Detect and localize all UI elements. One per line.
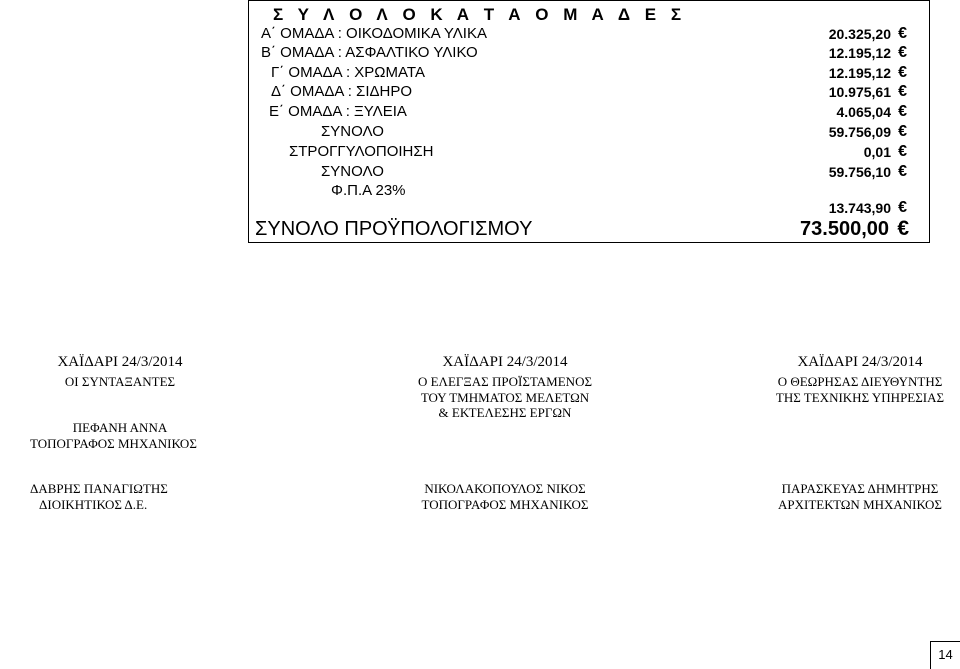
- row-label: Α΄ ΟΜΑΔΑ : ΟΙΚΟΔΟΜΙΚΑ ΥΛΙΚΑ: [261, 25, 487, 42]
- row-label: Β΄ ΟΜΑΔΑ : ΑΣΦΑΛΤΙΚΟ ΥΛΙΚΟ: [261, 44, 478, 61]
- summary-row: [249, 102, 929, 122]
- row-value: 0,01: [863, 144, 891, 160]
- row-value: 13.743,90: [828, 200, 891, 216]
- euro-icon: €: [898, 163, 907, 180]
- row-label: Φ.Π.Α 23%: [331, 182, 406, 199]
- row-value: 4.065,04: [836, 104, 891, 120]
- sig-date: ΧΑΪΔΑΡΙ 24/3/2014: [797, 354, 923, 370]
- summary-row-vat-value: [249, 198, 929, 218]
- summary-row: [249, 24, 929, 44]
- euro-icon: €: [898, 199, 907, 216]
- sig-name: ΝΙΚΟΛΑΚΟΠΟΥΛΟΣ ΝΙΚΟΣ: [424, 481, 586, 496]
- sig-name: ΠΕΦΑΝΗ ΑΝΝΑ: [72, 420, 168, 435]
- row-value: 20.325,20: [828, 26, 891, 42]
- sig-title: ΤΟΠΟΓΡΑΦΟΣ ΜΗΧΑΝΙΚΟΣ: [421, 497, 589, 512]
- row-label: ΣΥΝΟΛΟ: [321, 123, 384, 140]
- summary-row: [249, 142, 929, 162]
- row-label: Γ΄ ΟΜΑΔΑ : ΧΡΩΜΑΤΑ: [271, 64, 425, 81]
- euro-icon: €: [898, 44, 907, 61]
- row-value: 59.756,09: [828, 124, 891, 140]
- sig-date: ΧΑΪΔΑΡΙ 24/3/2014: [57, 354, 183, 370]
- row-value: 59.756,10: [828, 164, 891, 180]
- summary-row: [249, 82, 929, 102]
- sig-date: ΧΑΪΔΑΡΙ 24/3/2014: [442, 354, 568, 370]
- row-label: ΣΤΡΟΓΓΥΛΟΠΟΙΗΣΗ: [289, 143, 434, 160]
- euro-icon: €: [898, 123, 907, 140]
- row-label: Ε΄ ΟΜΑΔΑ : ΞΥΛΕΙΑ: [269, 103, 407, 120]
- summary-title: Σ Υ Λ Ο Λ Ο Κ Α Τ Α Ο Μ Α Δ Ε Σ: [273, 5, 687, 24]
- row-label: Δ΄ ΟΜΑΔΑ : ΣΙΔΗΡΟ: [271, 83, 413, 100]
- row-value: 12.195,12: [828, 45, 891, 61]
- sig-role: & ΕΚΤΕΛΕΣΗΣ ΕΡΓΩΝ: [438, 405, 572, 420]
- euro-icon: €: [898, 143, 907, 160]
- sig-title: ΤΟΠΟΓΡΑΦΟΣ ΜΗΧΑΝΙΚΟΣ: [30, 436, 197, 451]
- page-number: 14: [930, 641, 960, 669]
- summary-row: [249, 162, 929, 182]
- summary-row: [249, 122, 929, 142]
- euro-icon: €: [898, 103, 907, 120]
- grand-total-label: ΣΥΝΟΛΟ ΠΡΟΫΠΟΛΟΓΙΣΜΟΥ: [255, 218, 533, 240]
- grand-total-value: 73.500,00: [800, 218, 889, 240]
- row-value: 10.975,61: [828, 84, 891, 100]
- sig-name: ΠΑΡΑΣΚΕΥΑΣ ΔΗΜΗΤΡΗΣ: [781, 481, 939, 496]
- row-value: 12.195,12: [828, 65, 891, 81]
- sig-name: ΔΑΒΡΗΣ ΠΑΝΑΓΙΩΤΗΣ: [30, 481, 168, 496]
- euro-icon: €: [898, 64, 907, 81]
- sig-role: Ο ΘΕΩΡΗΣΑΣ ΔΙΕΥΘΥΝΤΗΣ: [777, 374, 943, 389]
- row-label: ΣΥΝΟΛΟ: [321, 163, 384, 180]
- sig-role: Ο ΕΛΕΓΞΑΣ ΠΡΟΪΣΤΑΜΕΝΟΣ: [417, 374, 593, 389]
- euro-icon: €: [897, 217, 909, 240]
- summary-row: [249, 43, 929, 63]
- sig-role: ΟΙ ΣΥΝΤΑΞΑΝΤΕΣ: [64, 374, 176, 389]
- sig-title: ΑΡΧΙΤΕΚΤΩΝ ΜΗΧΑΝΙΚΟΣ: [778, 497, 942, 512]
- summary-row: [249, 63, 929, 83]
- summary-table: [248, 0, 930, 243]
- euro-icon: €: [898, 25, 907, 42]
- grand-total-row: [249, 217, 929, 241]
- euro-icon: €: [898, 83, 907, 100]
- sig-role: ΤΗΣ ΤΕΧΝΙΚΗΣ ΥΠΗΡΕΣΙΑΣ: [775, 390, 945, 405]
- sig-title: ΔΙΟΙΚΗΤΙΚΟΣ Δ.Ε.: [39, 497, 148, 512]
- sig-role: ΤΟΥ ΤΜΗΜΑΤΟΣ ΜΕΛΕΤΩΝ: [420, 390, 590, 405]
